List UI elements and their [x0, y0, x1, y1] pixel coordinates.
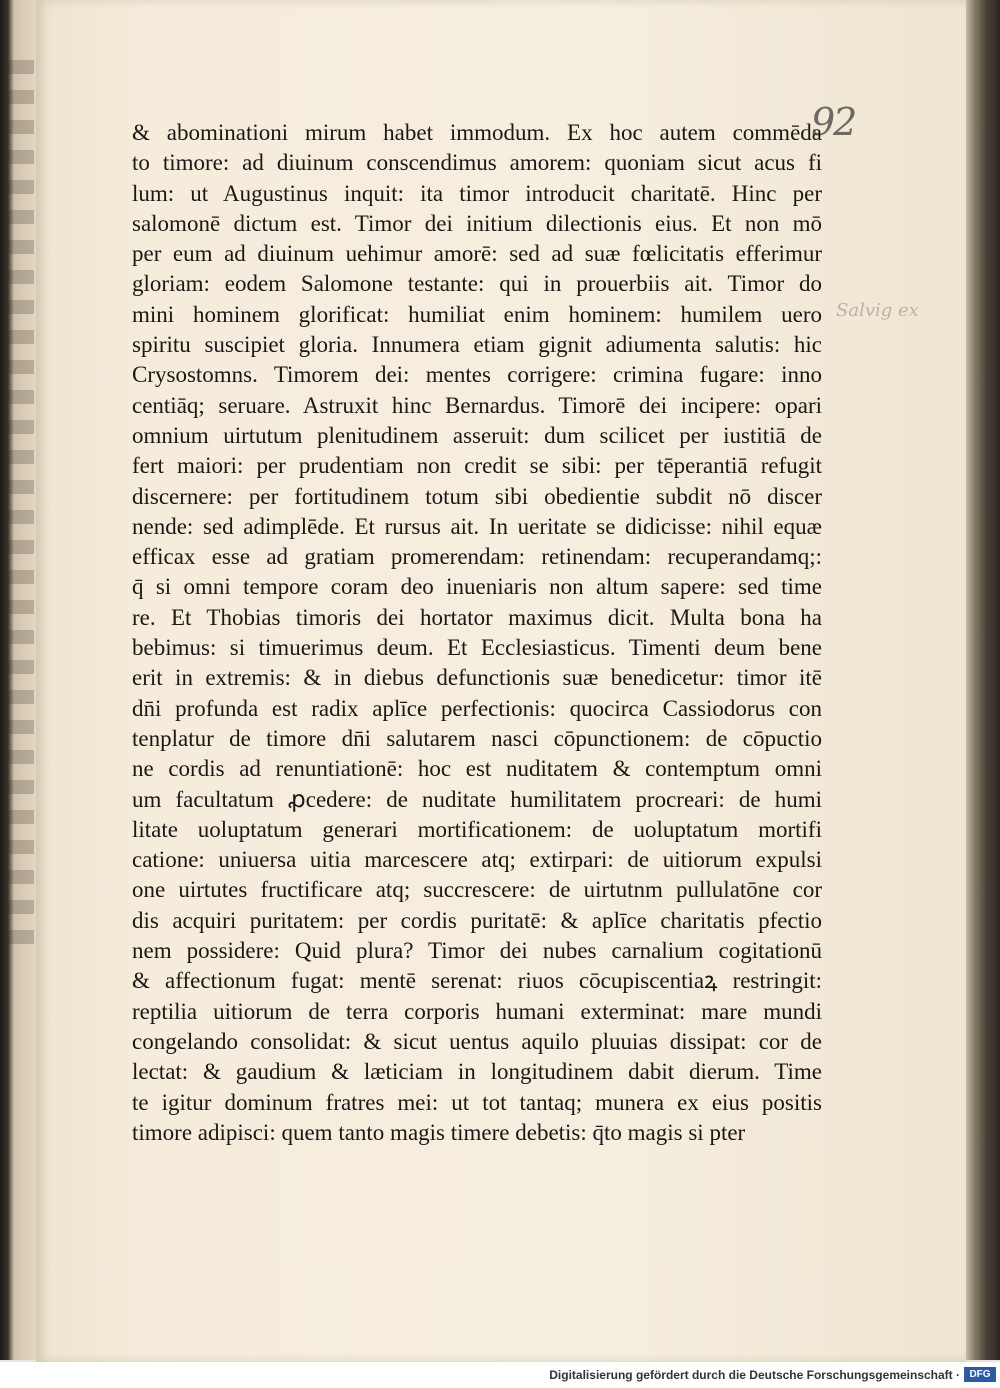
text-line: & affectionum fugat: mentē serenat: riuos cōcupiscentiaꝝ restringit:	[132, 968, 822, 994]
text-line: nende: sed adimplēde. Et rursus ait. In ueritate se didicisse: nihil equæ	[132, 513, 822, 539]
dfg-logo: DFG	[964, 1367, 996, 1382]
text-line: dn̄i profunda est radix aplīce perfectionis: quocirca Cassiodorus con	[132, 695, 822, 721]
text-line: gloriam: eodem Salomone testante: qui in prouerbiis ait. Timor do	[132, 271, 822, 297]
digitization-footer	[0, 1362, 1000, 1388]
text-block	[132, 118, 822, 1148]
text-line: lum: ut Augustinus inquit: ita timor introducit charitatē. Hinc per	[132, 180, 822, 206]
book-fore-edge	[964, 0, 1000, 1360]
text-line: fert maiori: per prudentiam non credit se sibi: per tēperantiā refugit	[132, 453, 822, 479]
book-page	[36, 0, 966, 1362]
text-line: mini hominem glorificat: humiliat enim hominem: humilem uero	[132, 301, 822, 327]
text-line: salomonē dictum est. Timor dei initium dilectionis eius. Et non mō	[132, 210, 822, 236]
text-line: bebimus: si timuerimus deum. Et Ecclesiasticus. Timenti deum bene	[132, 635, 822, 661]
text-line: q̄ si omni tempore coram deo inueniaris non altum sapere: sed time	[132, 574, 822, 600]
text-line: spiritu suscipiet gloria. Innumera etiam gignit adiumenta salutis: hic	[132, 332, 822, 358]
text-line: timore adipisci: quem tanto magis timere debetis: q̄to magis si pter	[132, 1119, 746, 1145]
text-line: omnium uirtutum plenitudinem asseruit: dum scilicet per iustitiā de	[132, 422, 822, 448]
text-line: & abominationi mirum habet immodum. Ex hoc autem commēda	[132, 120, 822, 145]
text-line: um facultatum ꝓcedere: de nuditate humilitatem procreari: de humi	[132, 786, 822, 812]
text-line: centiāq; seruare. Astruxit hinc Bernardus. Timorē dei incipere: opari	[132, 392, 822, 418]
text-line: nem possidere: Quid plura? Timor dei nubes carnalium cogitationū	[132, 938, 822, 964]
bleed-through-text	[8, 60, 34, 960]
text-line: tenplatur de timore dn̄i salutarem nasci cōpunctionem: de cōpuctio	[132, 725, 822, 751]
text-line: congelando consolidat: & sicut uentus aquilo pluuias dissipat: cor de	[132, 1028, 822, 1054]
footer-credit: Digitalisierung gefördert durch die Deutsche Forschungsgemeinschaft ·	[549, 1368, 960, 1382]
text-line: to timore: ad diuinum conscendimus amorem: quoniam sicut acus fi	[132, 150, 822, 176]
text-line: efficax esse ad gratiam promerendam: retinendam: recuperandamq;:	[132, 544, 822, 570]
text-line: per eum ad diuinum uehimur amorē: sed ad suæ fœlicitatis efferimur	[132, 241, 822, 267]
adjacent-page-edge	[0, 0, 36, 1360]
text-line: te igitur dominum fratres mei: ut tot tantaq; munera ex eius positis	[132, 1089, 822, 1115]
text-line: erit in extremis: & in diebus defunctionis suæ benedicetur: timor itē	[132, 665, 822, 691]
margin-annotation: Salvig ex	[836, 300, 919, 321]
text-line: catione: uniuersa uitia marcescere atq; extirpari: de uitiorum expulsi	[132, 847, 822, 873]
folio-number: 92	[811, 100, 856, 144]
text-line: one uirtutes fructificare atq; succrescere: de uirtutnm pullulatōne cor	[132, 877, 822, 903]
text-line: dis acquiri puritatem: per cordis puritatē: & aplīce charitatis pfectio	[132, 907, 822, 933]
text-line: litate uoluptatum generari mortificationem: de uoluptatum mortifi	[132, 816, 822, 842]
text-line: reptilia uitiorum de terra corporis humani exterminat: mare mundi	[132, 998, 822, 1024]
text-line: ne cordis ad renuntiationē: hoc est nuditatem & contemptum omni	[132, 756, 822, 782]
text-line: Crysostomns. Timorem dei: mentes corrigere: crimina fugare: inno	[132, 362, 822, 388]
text-line: re. Et Thobias timoris dei hortator maximus dicit. Multa bona ha	[132, 604, 822, 630]
text-line: lectat: & gaudium & læticiam in longitudinem dabit dierum. Time	[132, 1059, 822, 1085]
text-line: discernere: per fortitudinem totum sibi obedientie subdit nō discer	[132, 483, 822, 509]
